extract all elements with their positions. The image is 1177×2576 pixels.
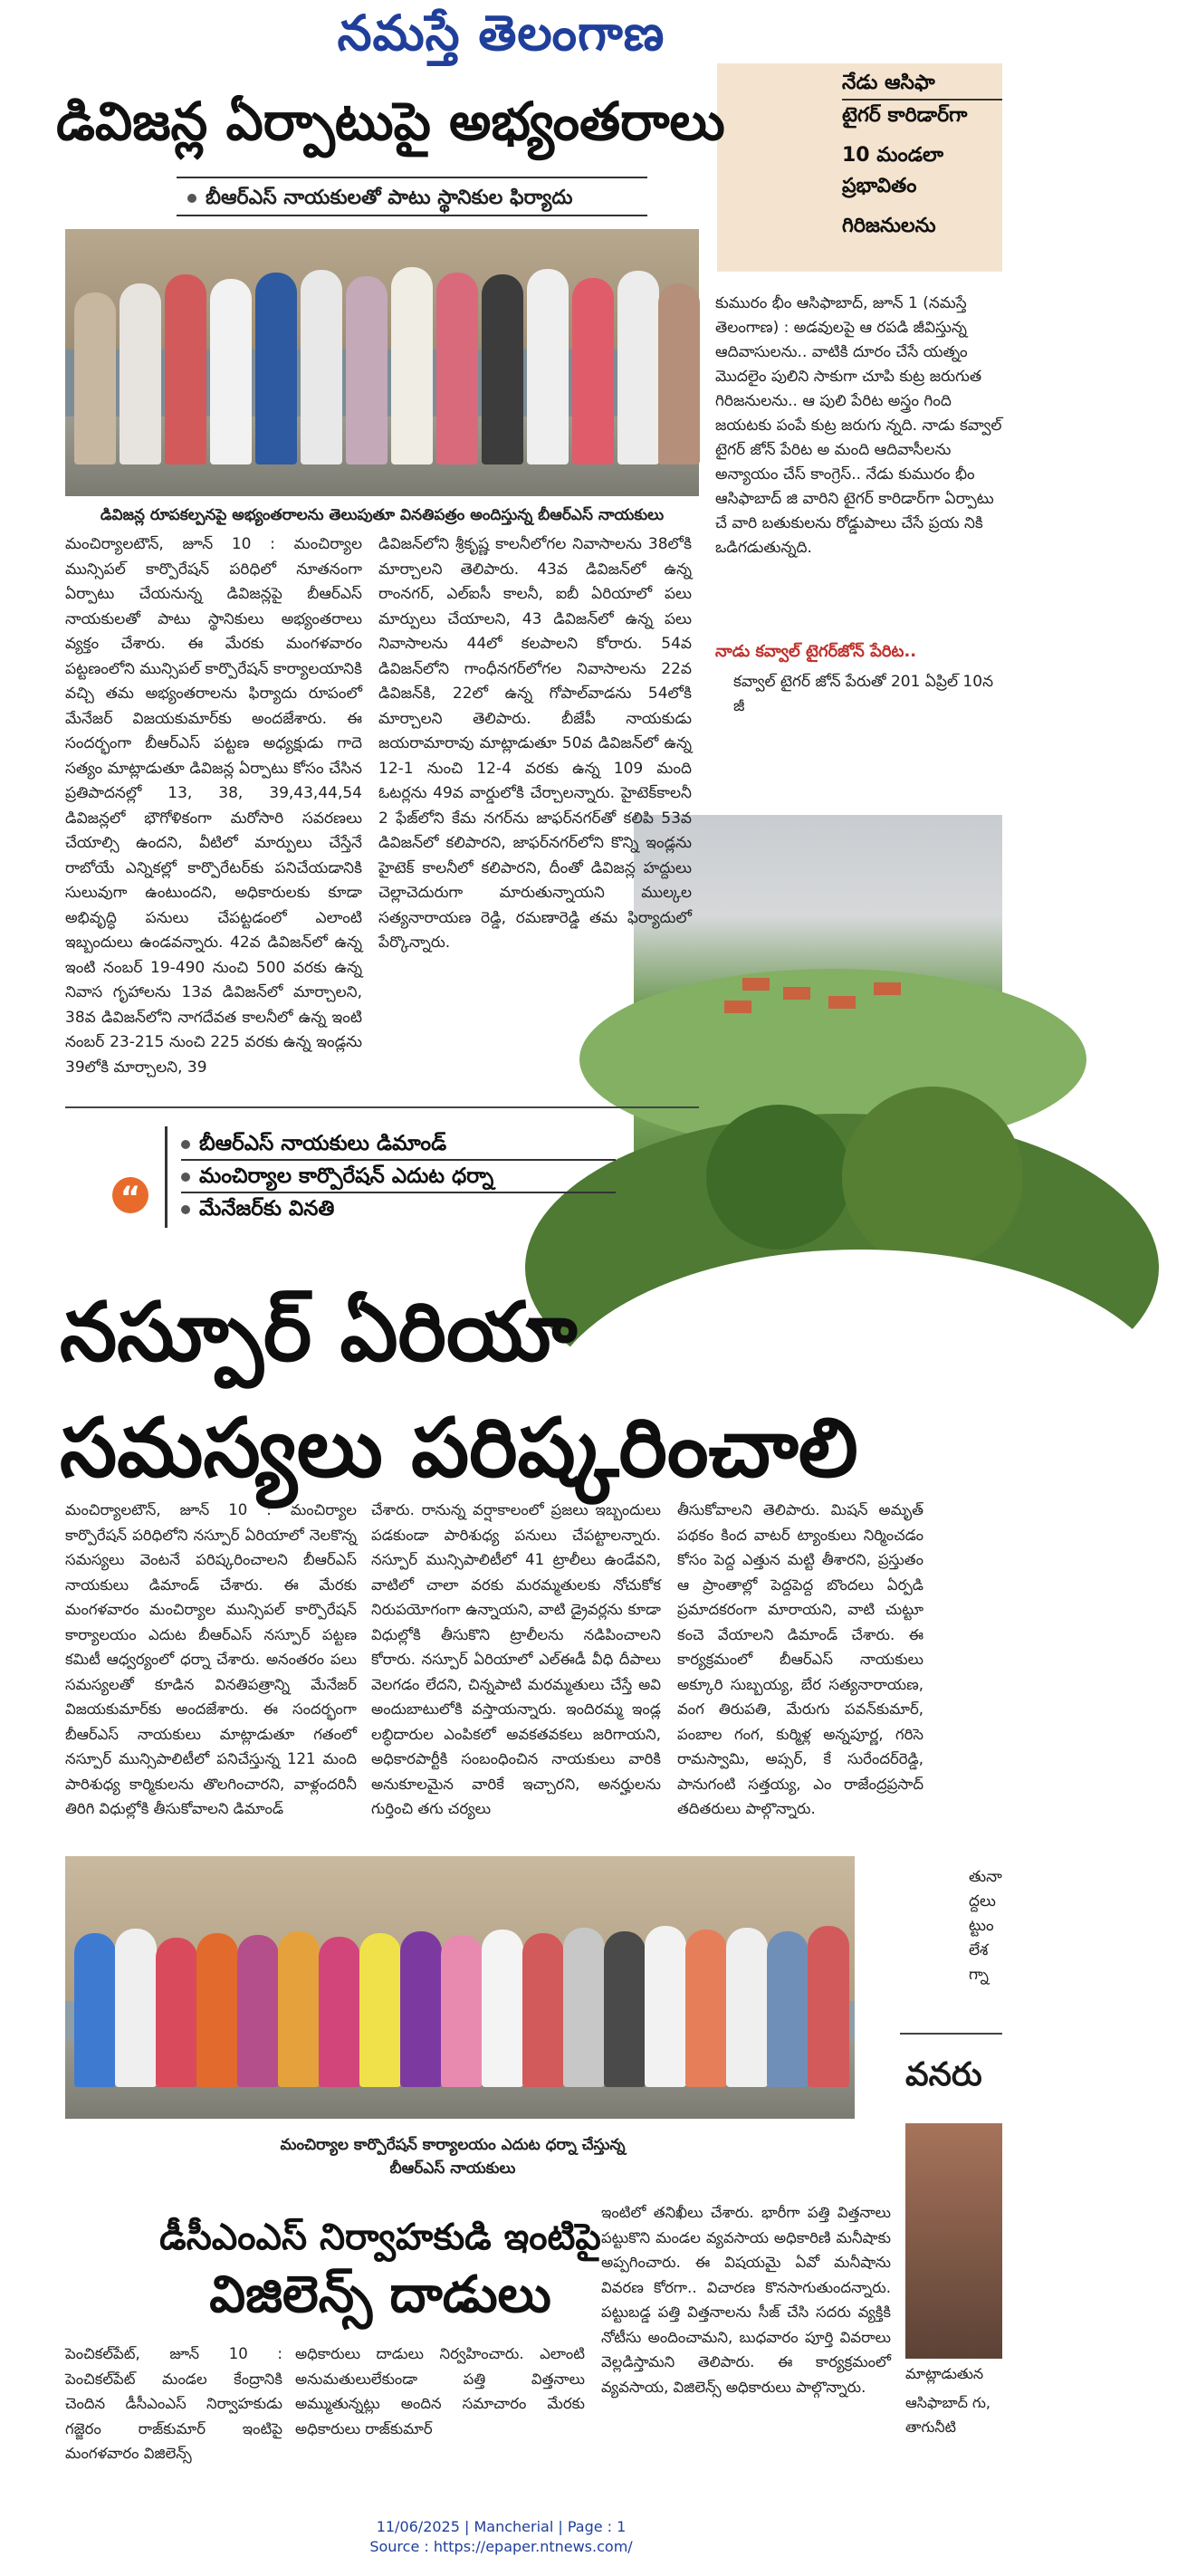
divider (65, 1106, 699, 1108)
article2-title-line2: సమస్యలు పరిష్కరించాలి (60, 1401, 858, 1496)
side-bullet: టైగర్ కారిడార్‌గా (842, 104, 968, 127)
article1-column-2: డివిజన్‌లోని శ్రీకృష్ణ కాలనీలోగల నివాసాలను 38లోకి మార్చాలని తెలిపారు. 43వ డివిజన్‌లో ఉన్న రాంనగర్, ఎల్‌ఐసీ కాలనీ, ఐబీ ఏరియాలో పలు మార్పులు చేయాలని, 43 డివిజన్‌లో ఉన్న పలు నివాసాలను 44లో కలపాలని కోరారు. 54వ డివిజన్‌లోని గాంధీనగర్‌లోగల నివాసాలను 22వ డివిజన్‌కి, 22లో ఉన్న గోపాల్‌వాడను 54లోకి మార్చాలని తెలిపారు. బీజేపీ నాయకుడు జయరామారావు మాట్లాడుతూ 50వ డివిజన్‌లో ఉన్న 12-1 నుంచి 12-4 వరకు ఉన్న 109 మంది ఓటర్లను 49వ వార్డులోకి చేర్చాలన్నారు. హైటెక్‌కాలనీ 2 ఫేజ్‌లోని కేమ నగర్‌ను జాఫర్‌నగర్‌తో కలిపి 53వ డివిజన్‌లో కలిపారని, జాఫర్‌నగర్‌లోని కొన్ని ఇండ్లను హైటెక్ కాలనీలో కలిపారని, దీంతో డివిజన్ల హద్దులు చెల్లాచెదురుగా మారుతున్నాయని ముల్కల సత్యనారాయణ రెడ్డి, రమణారెడ్డి తమ ఫిర్యాదులో పేర్కొన్నారు. (378, 535, 692, 952)
article1-kicker: బీఆర్ఎస్ నాయకులతో పాటు స్థానికుల ఫిర్యాదు (177, 177, 647, 216)
article2-bullet: మేనేజర్‌కు వినతి (181, 1193, 616, 1224)
article3-column-2: అధికారులు దాడులు నిర్వహించారు. ఎలాంటి అనుమతులులేకుండా పత్తి విత్తనాలు అమ్ముతున్నట్లు అందిన సమాచారం మేరకు అధికారులు రాజ్‌కుమార్ (295, 2345, 585, 2437)
article3-headline-line1: డీసీఎంఎస్ నిర్వాహకుడి ఇంటిపై (159, 2217, 601, 2258)
side-story-subhead: నాడు కవ్వాల్ టైగర్‌జోన్ పేరిట.. (715, 642, 917, 661)
article2-bullet: మంచిర్యాల కార్పొరేషన్ ఎదుట ధర్నా (181, 1161, 616, 1193)
footer-date-edition: 11/06/2025 | Mancherial | Page : 1 (376, 2518, 627, 2535)
side-bullet: గిరిజనులను (842, 215, 936, 237)
article2-column-1: మంచిర్యాలటౌన్, జూన్ 10 : మంచిర్యాల కార్పొరేషన్ పరిధిలోని నస్పూర్ ఏరియాలో నెలకొన్న సమస్యలు వెంటనే పరిష్కరించాలని బీఆర్ఎస్ నాయకులు డిమాండ్ చేశారు. ఈ మేరకు మంగళవారం మంచిర్యాల మున్సిపల్ కార్పొరేషన్ కార్యాలయం ఎదుట బీఆర్ఎస్ నస్పూర్ పట్టణ కమిటీ ఆధ్వర్యంలో ధర్నా చేశారు. అనంతరం పలు సమస్యలతో కూడిన వినతిపత్రాన్ని మేనేజర్ విజయకుమార్‌కు అందజేశారు. ఈ సందర్భంగా బీఆర్ఎస్ నాయకులు మాట్లాడుతూ గతంలో నస్పూర్ మున్సిపాలిటీలో పనిచేస్తున్న 121 మంది పారిశుధ్య కార్మికులను తొలగించారని, వాళ్లందరినీ తిరిగి విధుల్లోకి తీసుకోవాలని డిమాండ్ (65, 1501, 357, 1817)
article2-photo-caption (181, 2133, 724, 2180)
side-story-body: కుమురం భీం ఆసిఫాబాద్, జూన్ 1 (నమస్తే తెలంగాణ) : అడవులపై ఆ రపడి జీవిస్తున్న ఆదివాసులను.. వాటికి దూరం చేసే యత్నం మొదలైం పులిని సాకుగా చూపి కుట్ర జరుగుత గిరిజనులను.. ఆ పులి పేరిట అస్త్రం గింది జయటకు పంపే కుట్ర జరుగు న్నది. నాడు కవ్వాల్ టైగర్ జోన్ పేరిట అ మంది ఆదివాసీలను అన్యాయం చేస్ కాంగ్రెస్.. నేడు కుమురం భీం ఆసిఫాబాద్ జి వారిని టైగర్ కారిడార్‌గా ఏర్పాటు చే వారి బతుకులను రోడ్డుపాలు చేసే ప్రయ నికి ఒడిగడుతున్నది. (715, 294, 1002, 557)
masthead: నమస్తే తెలంగాణ (337, 4, 665, 62)
side-photo (905, 2123, 1002, 2359)
article3-column-1: పెంచికల్‌పేట్, జూన్ 10 : పెంచికల్‌పేట్ మండల కేంద్రానికి చెందిన డీసీఎంఎస్ నిర్వాహకుడు గజ్జెరం రాజ్‌కుమార్ ఇంటిపై మంగళవారం విజిలెన్స్ (65, 2345, 282, 2462)
article2-photo (65, 1856, 855, 2119)
article2-photo-caption-line2: బీఆర్ఎస్ నాయకులు (389, 2159, 516, 2178)
article2-photo-caption-line1: మంచిర్యాల కార్పొరేషన్ కార్యాలయం ఎదుట ధర్నా చేస్తున్న (280, 2136, 626, 2154)
article2-title (60, 1278, 929, 1503)
article2-bullets (181, 1128, 616, 1224)
side-story-bullets (842, 68, 1002, 242)
article2-column-3: తీసుకోవాలని తెలిపారు. మిషన్ అమృత్ పథకం కింద వాటర్ ట్యాంకులు నిర్మించడం కోసం పెద్ద ఎత్తున మట్టి తీశారని, ప్రస్తుతం ఆ ప్రాంతాల్లో పెద్దపెద్ద బొందలు ఏర్పడి ప్రమాదకరంగా మారాయని, వాటి చుట్టూ కంచె వేయాలని డిమాండ్ చేశారు. ఈ కార్యక్రమంలో బీఆర్ఎస్ నాయకులు అక్కూరి సుబ్బయ్య, బేర సత్యనారాయణ, వంగ తిరుపతి, మేరుగు పవన్‌కుమార్, పంబాల గంగ, కుర్మిళ్ల అన్నపూర్ణ, గరిసె రామస్వామి, అప్సర్, కే సురేందర్‌రెడ్డి, పానుగంటి సత్తయ్య, ఎం రాజేంద్రప్రసాద్ తదితరులు పాల్గొన్నారు. (677, 1501, 923, 1817)
side-photo-caption: మాట్లాడుతున (905, 2365, 984, 2382)
article1-column-1: మంచిర్యాలటౌన్, జూన్ 10 : మంచిర్యాల మున్సిపల్ కార్పొరేషన్ పరిధిలో నూతనంగా ఏర్పాటు చేయనున్న డివిజన్లపై బీఆర్ఎస్ నాయకులతో పాటు స్థానికులు అభ్యంతరాలు వ్యక్తం చేశారు. ఈ మేరకు మంగళవారం పట్టణంలోని మున్సిపల్ కార్పొరేషన్ కార్యాలయానికి వచ్చి తమ అభ్యంతరాలను ఫిర్యాదు రూపంలో మేనేజర్ విజయకుమార్‌కు అందజేశారు. ఈ సందర్భంగా బీఆర్ఎస్ పట్టణ అధ్యక్షుడు గాదె సత్యం మాట్లాడుతూ డివిజన్ల ఏర్పాటు కోసం చేసిన ప్రతిపాదనల్లో 13, 38, 39,43,44,54 డివిజన్లలో భౌగోళికంగా మరోసారి సవరణలు చేయాల్సి ఉందని, వీటిలో మార్పులు చేస్తేనే రాబోయే ఎన్నికల్లో కార్పొరేటర్‌కు పనిచేయడానికి సులువుగా ఉంటుందని, అధికారులకు కూడా అభివృద్ధి పనులు చేపట్టడంలో ఎలాంటి ఇబ్బందులు ఉండవన్నారు. 42వ డివిజన్‌లో ఉన్న ఇంటి నంబర్ 19-490 నుంచి 500 వరకు ఉన్న నివాస గృహాలను 13వ డివిజన్‌లో మార్చాలని, 38వ డివిజన్‌లోని నాగదేవత కాలనీలో ఉన్న ఇంటి నంబర్ 23-215 నుంచి 225 వరకు ఉన్న ఇండ్లను 39లోకి మార్చాలని, 39 (65, 535, 362, 1077)
article2-title-line1: నస్పూర్ ఏరియా (60, 1285, 578, 1380)
side-tail: ఆసిఫాబాద్ గు, తాగునీటి (905, 2394, 990, 2436)
quote-icon: “ (112, 1177, 148, 1213)
side-bullet: 10 మండలా (842, 144, 944, 167)
side-bullet: నేడు ఆసిఫా (842, 68, 1002, 101)
article2-bullet: బీఆర్ఎస్ నాయకులు డిమాండ్ (181, 1128, 616, 1161)
footer-source: Source : https://epaper.ntnews.com/ (369, 2538, 633, 2555)
article1-photo (65, 229, 699, 496)
article2-bullet-bar (165, 1126, 167, 1228)
article3-headline-line2: విజిలెన్స్ దాడులు (209, 2265, 551, 2324)
article3-column-3: ఇంటిలో తనిఖీలు చేశారు. భారీగా పత్తి విత్తనాలు పట్టుకొని మండల వ్యవసాయ అధికారిణి మనీషాకు అప్పగించారు. ఈ విషయమై ఏవో మనీషాను వివరణ కోరగా.. విచారణ కొనసాగుతుందన్నారు. పట్టుబడ్డ పత్తి విత్తనాలను సీజ్ చేసి సదరు వ్యక్తికి నోటీసు అందించామని, బుధవారం పూర్తి వివరాలు వెల్లడిస్తామని తెలిపారు. ఈ కార్యక్రమంలో వ్యవసాయ, విజిలెన్స్ అధికారులు పాల్గొన్నారు. (601, 2204, 891, 2396)
article1-photo-caption: డివిజన్ల రూపకల్పనపై అభ్యంతరాలను తెలుపుతూ వినతిపత్రం అందిస్తున్న బీఆర్ఎస్ నాయకులు (100, 506, 665, 524)
side-section-title: వనరు (905, 2056, 982, 2093)
article2-column-2: చేశారు. రానున్న వర్షాకాలంలో ప్రజలు ఇబ్బందులు పడకుండా పారిశుధ్య పనులు చేపట్టాలన్నారు. నస్పూర్ మున్సిపాలిటీలో 41 ట్రాలీలు ఉండేవని, వాటిలో చాలా వరకు మరమ్మతులకు నోచుకోక నిరుపయోగంగా ఉన్నాయని, వాటి డ్రైవర్లను కూడా విధుల్లోకి తీసుకొని ట్రాలీలను నడిపించాలని కోరారు. నస్పూర్ ఏరియాలో ఎల్ఈడీ వీధి దీపాలు వెలగడం లేదని, చిన్నపాటి మరమ్మతులు చేస్తే అవి అందుబాటులోకి వస్తాయన్నారు. ఇందిరమ్మ ఇండ్ల లబ్ధిదారుల ఎంపికలో అవకతవకలు జరిగాయని, అధికారపార్టీకి సంబంధించిన నాయకులు వారికి అనుకూలమైన వారికే ఇచ్చారని, అనర్హులను గుర్తించి తగు చర్యలు (371, 1501, 661, 1817)
side-story-body2: కవ్వాల్ టైగర్ జోన్ పేరుతో 201 ఏప్రిల్ 10న జీ (733, 673, 993, 715)
divider (900, 2033, 1002, 2035)
side-fragment: తునా ద్దలు ట్టుం లేశ గ్నా (969, 1868, 1002, 1984)
article1-headline: డివిజన్ల ఏర్పాటుపై అభ్యంతరాలు (56, 91, 725, 152)
footer (0, 2517, 1002, 2557)
side-bullet: ప్రభావితం (842, 175, 917, 197)
